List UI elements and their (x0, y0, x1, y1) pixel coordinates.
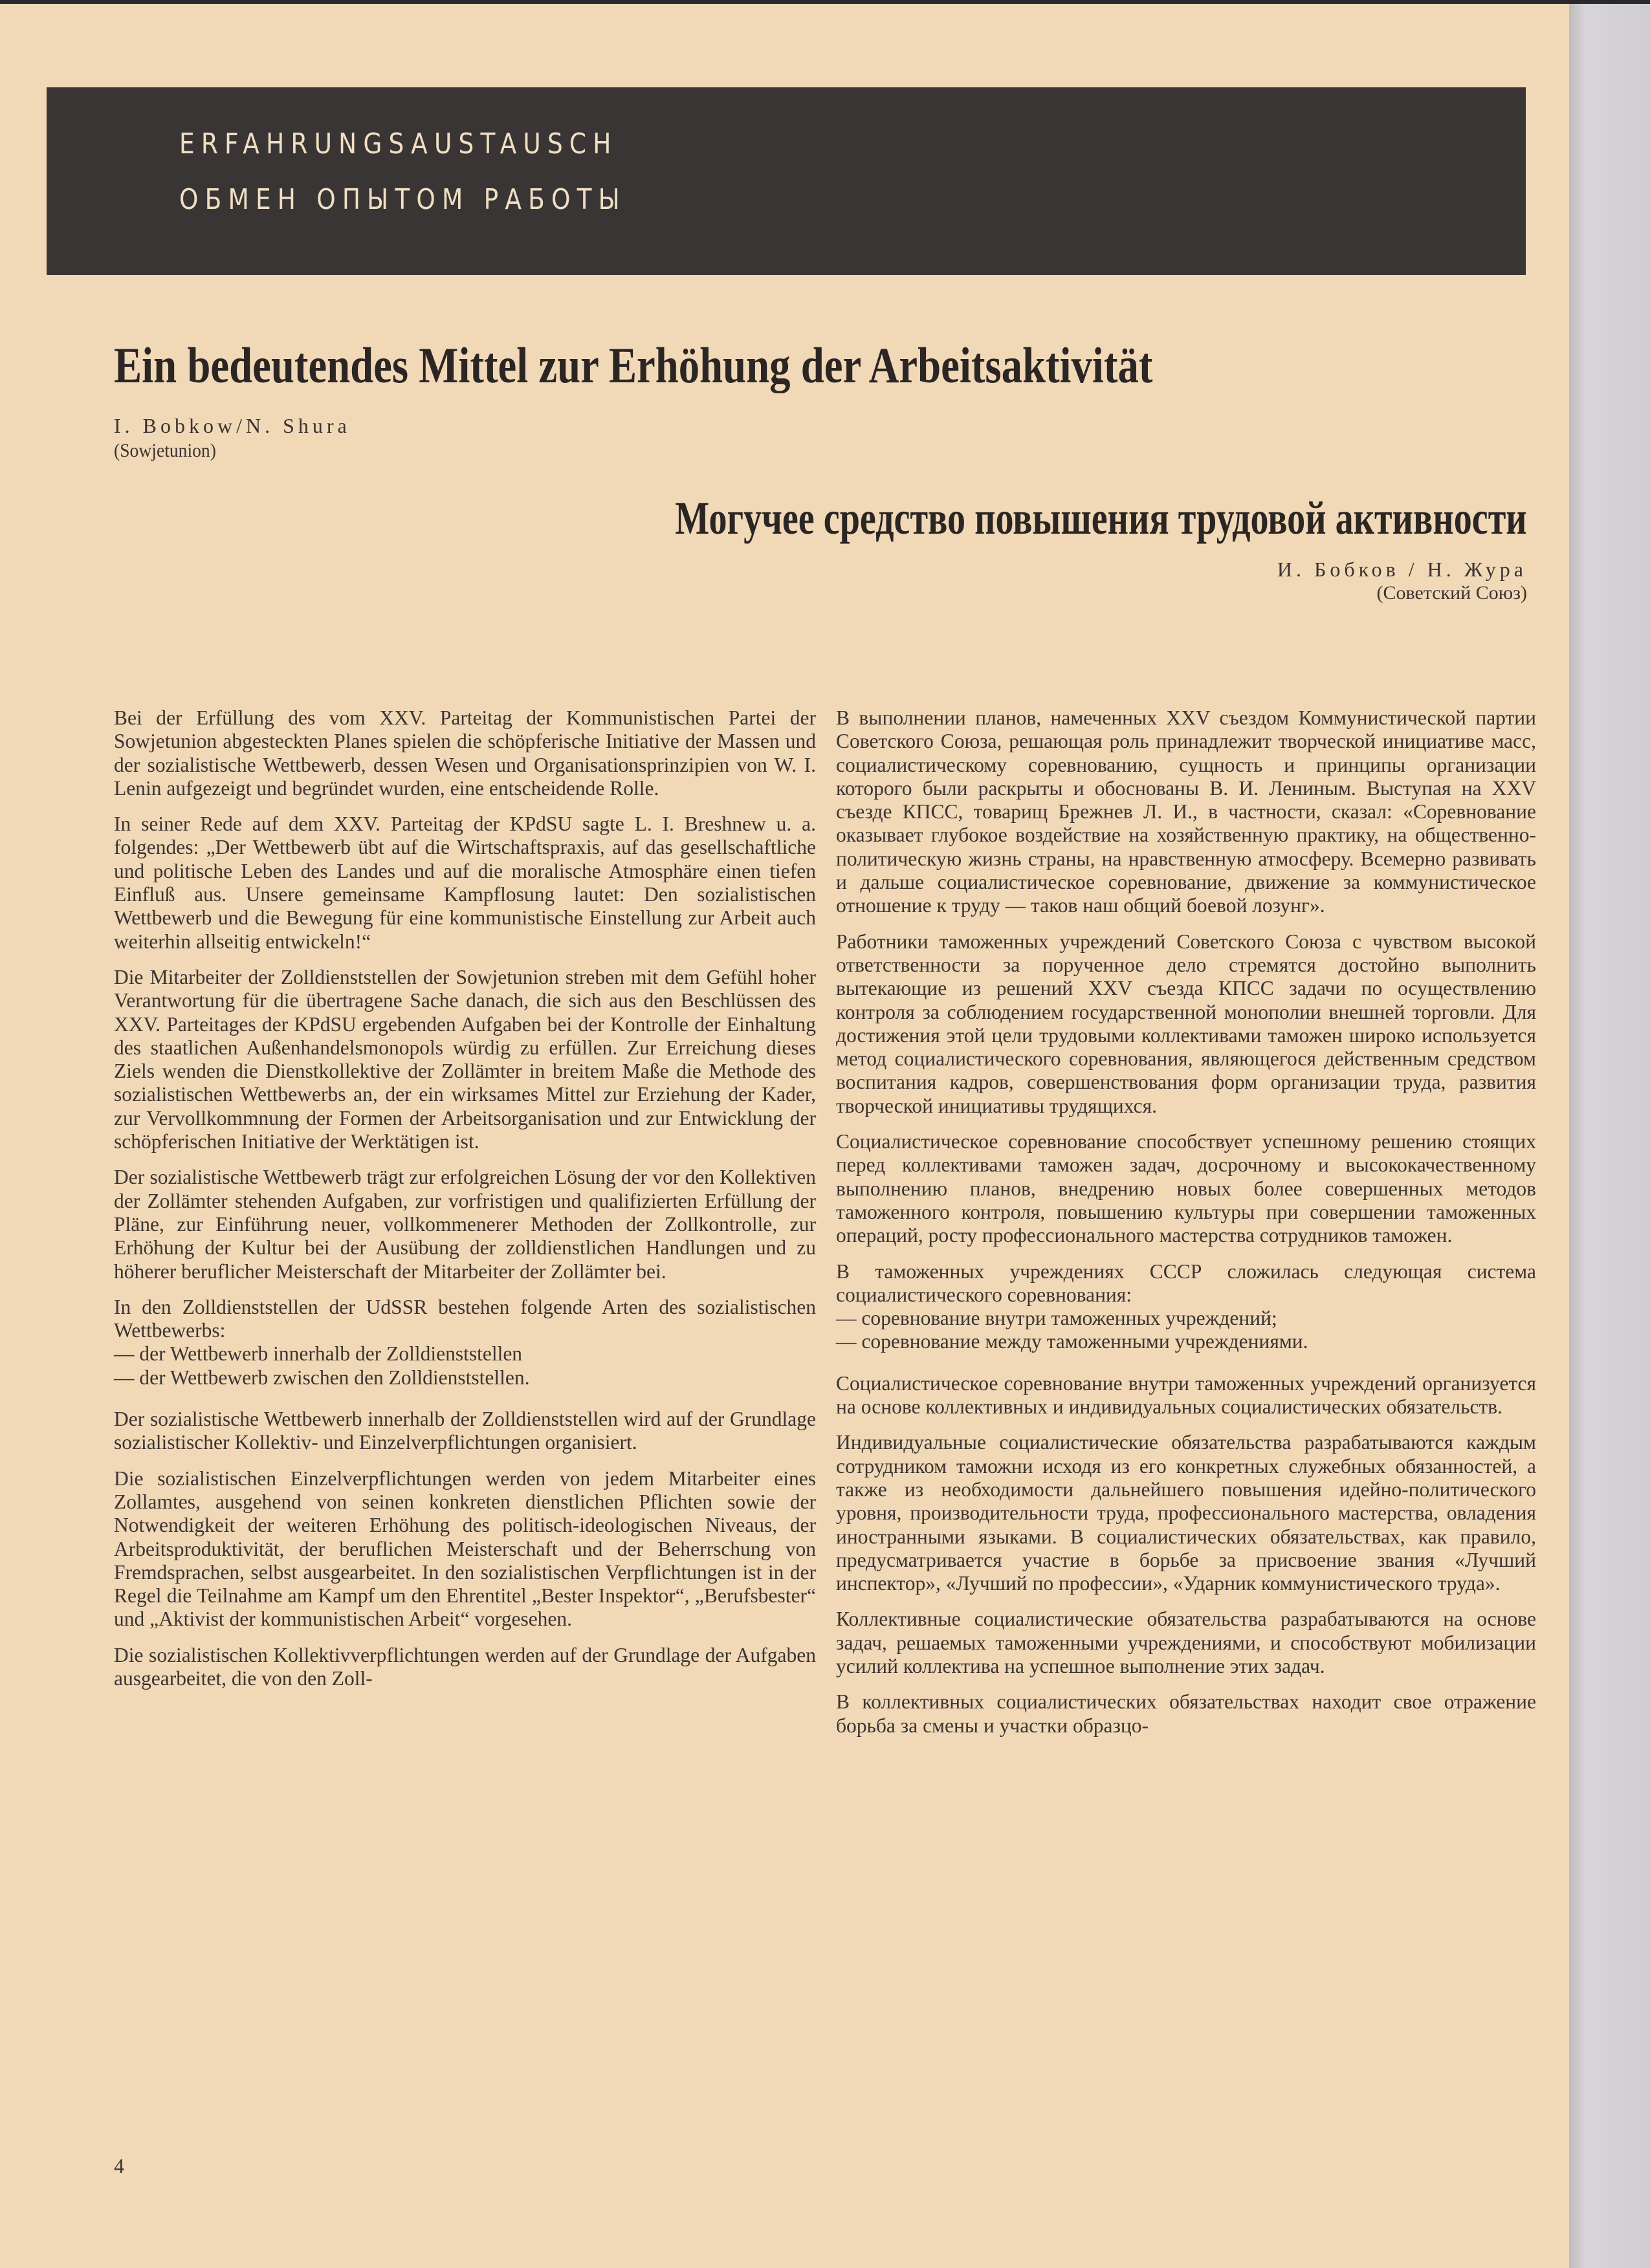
german-column (114, 706, 816, 1703)
paragraph: Коллективные социалистические обязательства разрабатываются на основе задач, решаемых таможенными учреждениями, и способствуют мобилизации усилий коллектива на успешное выполнение этих задач. (836, 1608, 1536, 1677)
paragraph: Работники таможенных учреждений Советского Союза с чувством высокой ответственности за порученное дело стремятся достойно выполнить вытекающие из решений XXV съезда КПСС задачи по осуществлению контроля за соблюдением государственной монополии внешней торговли. Для достижения этой цели трудовыми коллективами таможен широко используется метод социалистического соревнования, являющегося действенным средством воспитания кадров, совершенствования форм организации труда, развития творческой инициативы трудящихся. (836, 930, 1536, 1117)
paragraph: Die Mitarbeiter der Zolldienststellen der Sowjetunion streben mit dem Gefühl hoher Verantwortung für die übertragene Sache danach, die sich aus den Beschlüssen des XXV. Parteitages der KPdSU ergebenden Aufgaben bei der Kontrolle der Einhaltung des staatlichen Außenhandelsmonopols würdig zu erfüllen. Zur Erreichung dieses Ziels wenden die Dienstkollektive der Zollämter in breitem Maße die Methode des sozialistischen Wettbewerbs an, der ein wirksames Mittel zur Erziehung der Kader, zur Vervollkommnung der Formen der Arbeitsorganisation und zur Entwicklung der schöpferischen Initiative der Werktätigen ist. (114, 965, 816, 1153)
paragraph: Die sozialistischen Kollektivverpflichtungen werden auf der Grundlage der Aufgaben ausgearbeitet, die von den Zoll- (114, 1643, 816, 1690)
list-intro: In den Zolldienststellen der UdSSR bestehen folgende Arten des sozialistischen Wettbewerbs: (114, 1295, 816, 1342)
list-paragraph (114, 1296, 816, 1390)
paragraph: Социалистическое соревнование внутри таможенных учреждений организуется на основе коллективных и индивидуальных социалистических обязательств. (836, 1371, 1536, 1419)
paragraph: Die sozialistischen Einzelverpflichtungen werden von jedem Mitarbeiter eines Zollamtes, ausgehend von seinen konkreten dienstlichen Pflichten sowie der Notwendigkeit der weiteren Erhöhung des politisch-ideologischen Niveaus, der Arbeitsproduktivität, der beruflichen Meisterschaft und der Beherrschung von Fremdsprachen, selbst ausgearbeitet. In den sozialistischen Verpflichtungen ist in der Regel die Teilnahme am Kampf um den Ehrentitel „Bester Inspektor“, „Berufsbester“ und „Aktivist der kommunistischen Arbeit“ vorgesehen. (114, 1467, 816, 1631)
paragraph: Der sozialistische Wettbewerb trägt zur erfolgreichen Lösung der vor den Kollektiven der Zollämter stehenden Aufgaben, zur vorfristigen und qualifizierten Erfüllung der Pläne, zur Einführung neuer, vollkommenerer Methoden der Zollkontrolle, zur Erhöhung der Kultur bei der Ausübung der zolldienstlichen Handlungen und zu höherer beruflicher Meisterschaft der Mitarbeiter der Zollämter bei. (114, 1166, 816, 1283)
authors-german: I. Bobkow/N. Shura (114, 414, 351, 437)
paragraph: В выполнении планов, намеченных XXV съездом Коммунистической партии Советского Союза, решающая роль принадлежит творческой инициативе масс, социалистическому соревнованию, сущность и принципы организации которого были раскрыты и обоснованы В. И. Лениным. Выступая на XXV съезде КПСС, товарищ Брежнев Л. И., в частности, сказал: «Соревнование оказывает глубокое воздействие на хозяйственную практику, на общественно-политическую жизнь страны, на нравственную атмосферу. Всемерно развивать и дальше социалистическое соревнование, движение за коммунистическое отношение к труду — таков наш общий боевой лозунг». (836, 706, 1536, 917)
list-item: — соревнование внутри таможенных учреждений; (836, 1307, 1277, 1330)
authors-russian: И. Бобков / Н. Жура (1277, 558, 1527, 581)
section-title-german: ERFAHRUNGSAUSTAUSCH (179, 127, 618, 160)
section-banner (47, 87, 1526, 275)
list-intro: В таможенных учреждениях СССР сложилась следующая система социалистического соревнования: (836, 1259, 1536, 1306)
list-paragraph (836, 1260, 1536, 1354)
paragraph: Der sozialistische Wettbewerb innerhalb der Zolldienststellen wird auf der Grundlage sozialistischer Kollektiv- und Einzelverpflichtungen organisiert. (114, 1408, 816, 1454)
list-item: — der Wettbewerb zwischen den Zolldienststellen. (114, 1366, 530, 1389)
list-item: — der Wettbewerb innerhalb der Zolldienststellen (114, 1342, 523, 1366)
russian-column (836, 706, 1536, 1750)
paragraph: Социалистическое соревнование способствует успешному решению стоящих перед коллективами таможен задач, досрочному и высококачественному выполнению планов, внедрению новых более совершенных методов таможенного контроля, повышению культуры при совершении таможенных операций, росту профессионального мастерства сотрудников таможен. (836, 1130, 1536, 1247)
country-german: (Sowjetunion) (114, 440, 216, 461)
paragraph: Индивидуальные социалистические обязательства разрабатываются каждым сотрудником таможни исходя из его конкретных служебных обязанностей, а также из необходимости дальнейшего повышения идейно-политического уровня, производительности труда, профессионального мастерства, овладения иностранными языками. В социалистических обязательствах, как правило, предусматривается участие в борьбе за присвоение звания «Лучший инспектор», «Лучший по профессии», «Ударник коммунистического труда». (836, 1431, 1536, 1595)
article-title-german: Ein bedeutendes Mittel zur Erhöhung der Arbeitsaktivität (114, 337, 1153, 393)
country-russian: (Советский Союз) (1376, 582, 1527, 604)
paragraph: В коллективных социалистических обязательствах находит свое отражение борьба за смены и участки образцо- (836, 1690, 1536, 1737)
paragraph: Bei der Erfüllung des vom XXV. Parteitag der Kommunistischen Partei der Sowjetunion abgesteckten Planes spielen die schöpferische Initiative der Massen und der sozialistische Wettbewerb, dessen Wesen und Organisationsprinzipien von W. I. Lenin aufgezeigt und begründet wurden, eine entscheidende Rolle. (114, 706, 816, 800)
scan-background (1569, 0, 1650, 2268)
list-item: — соревнование между таможенными учреждениями. (836, 1330, 1308, 1353)
page-number: 4 (114, 2154, 124, 2177)
article-title-russian: Могучее средство повышения трудовой активности (675, 492, 1527, 544)
section-title-russian: ОБМЕН ОПЫТОМ РАБОТЫ (179, 183, 626, 216)
scanner-edge (0, 0, 1650, 4)
paragraph: In seiner Rede auf dem XXV. Parteitag der KPdSU sagte L. I. Breshnew u. a. folgendes: „Der Wettbewerb übt auf die Wirtschaftspraxis, auf das gesellschaftliche und politische Leben des Landes und auf die moralische Atmosphäre einen tiefen Einfluß aus. Unsere gemeinsame Kampflosung lautet: Den sozialistischen Wettbewerb und die Bewegung für eine kommunistische Einstellung zur Arbeit auch weiterhin allseitig entwickeln!“ (114, 812, 816, 953)
